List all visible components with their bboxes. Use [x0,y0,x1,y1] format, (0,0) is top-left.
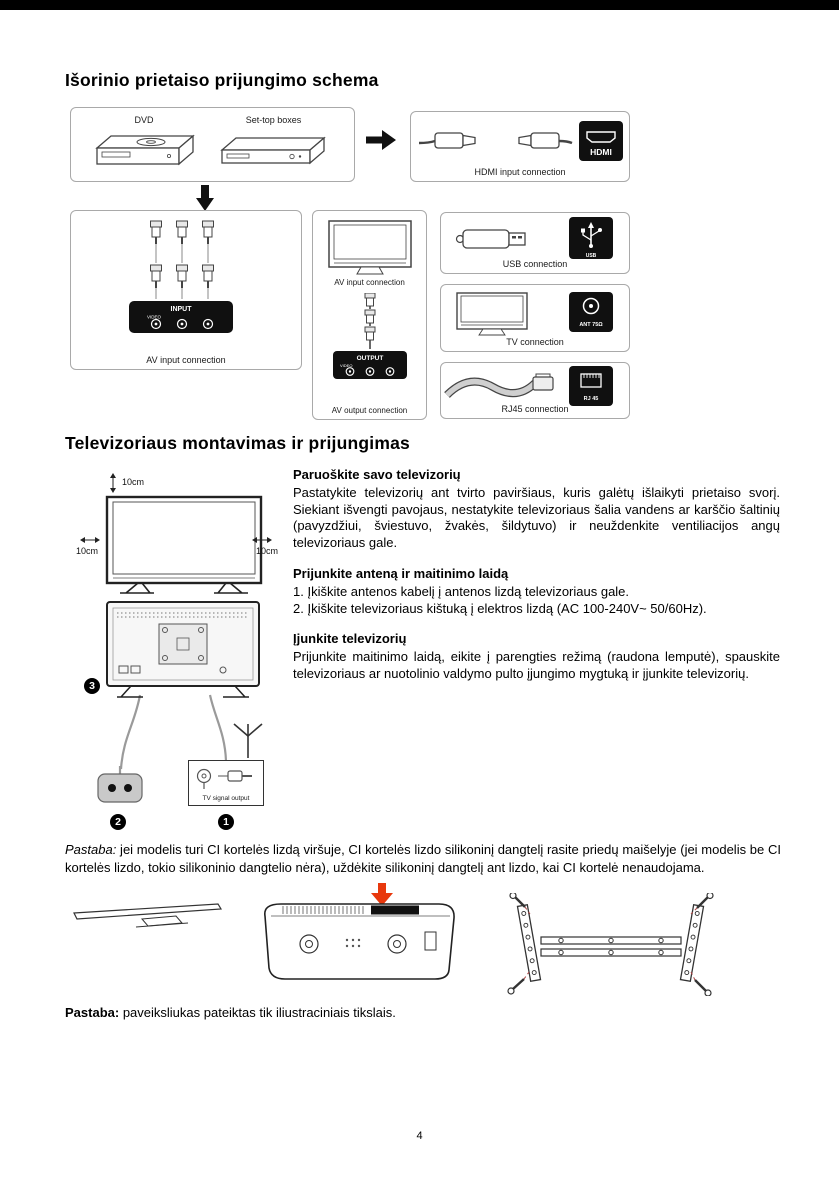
ci-slot-illustration [247,882,472,988]
tv-front-view [104,494,264,596]
settop-label: Set-top boxes [245,115,302,125]
antenna-symbol-icon [228,722,268,760]
slim-tv-illustration [70,897,225,935]
clearance-left-label: 10cm [76,546,99,556]
ci-note-body: jei modelis turi CI kortelės lizdą viršuje, CI kortelės lizdo silikoninį dangtelį rasite priedų maišelyje (jei modelis be CI kortelės lizdo, tokio silikoninio dangtelio nėra), uždėkite silikoninį dangtelį ant lizdo, kai CI kortelė nenaudojama. [65,842,781,875]
rj45-frame [440,362,630,419]
tv-av-input-caption: AV input connection [334,278,405,287]
input-panel-label: INPUT [170,306,192,313]
section2-title: Televizoriaus montavimas ir prijungimas [65,433,410,453]
hdmi-port-label: HDMI [590,147,612,157]
power-body: Prijunkite maitinimo laidą, eikite į parengties režimą (raudona lemputė), spauskite televizoriaus ar nuotolinio valdymo pulto įjungimo mygtuką ir įjunkite televizorių. [293,649,780,681]
rj45-port-label: RJ 45 [583,396,599,402]
clearance-top-label: 10cm [122,477,145,487]
tv-antenna-frame [440,284,630,352]
clearance-right-label: 10cm [256,546,279,556]
illustration-note-label: Pastaba: [65,1005,120,1020]
antenna-step-2: 2. Įkiškite televizoriaus kištuką į elektros lizdą (AC 100-240V~ 50/60Hz). [293,601,707,616]
ci-note [65,841,781,877]
av-output-caption: AV output connection [331,406,408,415]
av-input-frame [70,210,302,370]
red-arrow-icon [371,883,393,906]
hdmi-cable-icon [417,119,625,163]
wall-bracket-illustration [503,893,718,996]
prepare-body: Pastatykite televizorių ant tvirto paviršiaus, kuris galėtų išlaikyti prietaiso svorį. Siekiant išvengti pavojaus, nestatykite televizoriaus šalia vandens ar karščio šaltinių (pavyzdžiui, šviestuvo, žvakės, šildytuvo) ir neuždenkite ventiliacijos angų televizoriaus gale. [293,485,780,550]
h-arrow-right-icon [252,536,272,544]
signal-output-ports-icon [190,763,262,791]
tv-back-view [103,600,263,700]
antenna-step-1: 1. Įkiškite antenos kabelį į antenos lizdą televizoriaus gale. [293,584,630,599]
rca-cables-icon [71,217,303,349]
illustration-note-body: paveiksliukas pateiktas tik iliustraciniais tikslais. [119,1005,396,1020]
step-badge-1: 1 [218,814,234,830]
av-input-caption: AV input connection [146,355,226,365]
tv-icon [327,219,413,277]
antenna-heading: Prijunkite anteną ir maitinimo laidą [293,566,509,581]
tv-antenna-icon [441,289,631,337]
usb-caption: USB connection [502,259,568,269]
hdmi-frame [410,111,630,182]
usb-stick-icon [441,215,631,261]
usb-port-label: USB [585,253,597,259]
av-inout-frame [312,210,427,420]
dvd-label: DVD [134,115,154,125]
ci-note-label: Pastaba: [65,842,117,857]
signal-output-label: TV signal output [202,795,250,802]
output-video-label: VIDEO [340,363,353,368]
output-panel-label: OUTPUT [356,355,384,362]
usb-frame [440,212,630,274]
dvd-player-icon [89,128,199,176]
rj45-caption: RJ45 connection [501,404,569,414]
power-heading: Įjunkite televizorių [293,631,407,646]
signal-output-box [188,760,264,806]
h-arrow-left-icon [80,536,100,544]
prepare-heading: Paruoškite savo televizorių [293,467,461,482]
hdmi-caption: HDMI input connection [474,167,566,177]
arrow-down-icon [196,185,214,211]
section1-title: Išorinio prietaiso prijungimo schema [65,70,379,90]
page-number: 4 [416,1130,423,1142]
illustration-note [65,1004,781,1022]
scan-edge-bar [0,0,839,10]
arrow-right-icon [366,130,396,150]
v-arrow-icon [109,473,117,493]
ant-port-label: ANT 75Ω [579,322,603,328]
input-video-label: VIDEO [147,314,162,320]
step-badge-3: 3 [84,678,100,694]
ci-slot [371,906,419,915]
settop-box-icon [216,128,331,176]
devices-frame [70,107,355,182]
rca-output-icon [313,293,428,403]
ethernet-cable-icon [441,365,631,407]
step-badge-2: 2 [110,814,126,830]
tv-caption: TV connection [506,337,564,347]
power-plug-icon [94,766,146,808]
